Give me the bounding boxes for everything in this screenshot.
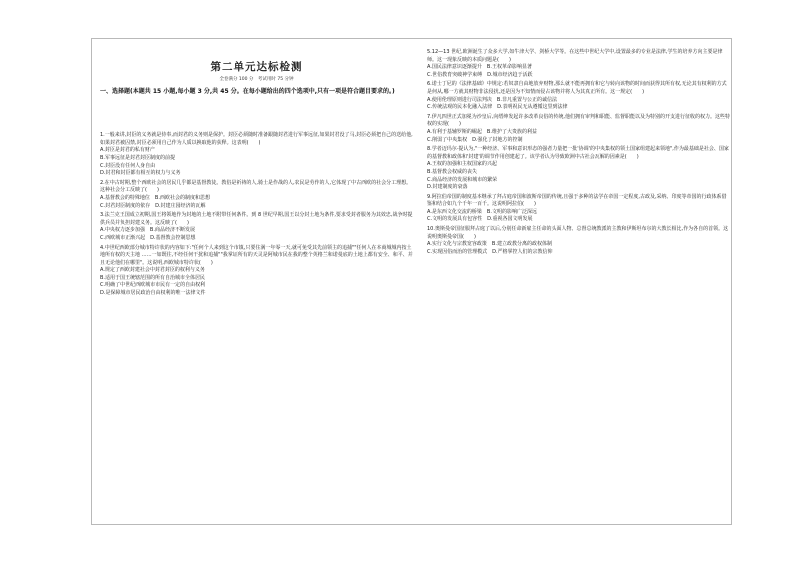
option-c[interactable]: C.封臣没有任何人身自由 — [100, 162, 156, 169]
question-3 — [100, 212, 413, 242]
question-text: 6.诺士丁尼的《法律基础》中规定:若奴隶自由地放弃财物,那么就不能再拥有和它与转向该物的时间而获得其所有权,无论其有权利的方式是何从,哪一方就其财物非法侵扰,还是因为不知情而侵占该物并将人为其真正所有。这一规定( ) — [427, 81, 727, 95]
question-4 — [100, 245, 413, 298]
question-text: 1.一般来讲,封臣的义务就是侍奉,而封君的义务则是保护。封臣必须随时准备跟随封君进行军事远征,如果封君没了马,封臣必须把自己的送给他,如果封君被囚禁,封臣必须用自己作为人质以换取他的获释。这表明( ) — [100, 132, 413, 146]
question-8 — [427, 146, 730, 192]
option-ab[interactable]: A.实行文化与宗教宽容政策 B.建立政教分离的政权体制 — [427, 241, 552, 248]
question-6 — [427, 81, 730, 111]
question-9 — [427, 194, 730, 224]
question-text: 2.在中古时期,整个西欧社会的居民几乎都是基督教徒。教俗是祈祷的人,骑士是作战的人,农民是劳作的人,它体现了中古西欧的社会分工理想。这种社会分工反映了( ) — [100, 179, 412, 194]
question-text: 8.学者迈玛尔·提认为,"一种经济、军事和意识形态的强者力量把一批'协调'的中央集权的领土国家组建起来领地",作为最基础是社会、国家的基督教和政体和'封建'的调节作用创建起了。该学者认为导致欧洲中古社会瓦解的因素是( ) — [427, 146, 729, 160]
question-5 — [427, 49, 730, 79]
option-ab[interactable]: A.使用伦理原则进行司法判决 B.非凡重置与公正的诚信法 — [427, 96, 557, 103]
option-cd[interactable]: C.实现因俗而治的管理模式 D.严格掌控人们的宗教信仰 — [427, 248, 553, 255]
right-column — [427, 47, 730, 256]
option-c[interactable]: C.明确了中世纪西欧城市市民有一定的自由权利 — [100, 282, 206, 289]
question-2 — [100, 180, 413, 210]
option-ab[interactable]: A.有利于基辅罗斯的崛起 B.维护了大贵族的利益 — [427, 128, 537, 135]
question-10 — [427, 226, 730, 256]
exam-title: 第二单元达标检测 — [210, 61, 303, 73]
option-c[interactable]: C.商品经济的发展和城市的繁荣 — [427, 176, 498, 183]
question-text: 3.法兰克王国成立初期,国王将领地作为封地的土地不附带任何条件。到 8 世纪早期,国王以分封土地为条件,要求受封者服务为其效忠,战争时提供兵员并负担封建义务。这反映了( ) — [100, 212, 413, 226]
spacer — [100, 96, 413, 130]
section-heading: 一、选择题(本题共 15 小题,每小题 3 分,共 45 分。在每小题给出的四个选项中,只有一项是符合题目要求的。) — [100, 88, 395, 96]
option-cd[interactable]: C.传统法观的民本化融入法律 D.表明祝民无从遵循这里到法律 — [427, 104, 568, 111]
option-a[interactable]: A.王权的加强和主权国家的兴起 — [427, 161, 497, 168]
option-d[interactable]: D.是保障城市居民政治自由权利的唯一法律文件 — [100, 290, 206, 297]
option-b[interactable]: B.军事远征是封君封臣制度的前提 — [100, 154, 176, 161]
option-b[interactable]: B.基督教会权威的丧失 — [427, 168, 478, 175]
option-ab[interactable]: A.基督教会的特殊地位 B.西欧社会的制度和思想 — [100, 194, 210, 201]
option-cd[interactable]: C.文明的发展具有包容性 D.重视各国文明发展 — [427, 216, 533, 223]
option-cd[interactable]: C.封君封臣制度的依存 D.封建庄园经济的瓦解 — [100, 202, 206, 209]
option-cd[interactable]: C.世俗教育突破神学束缚 D.城市经济趋于活跃 — [427, 71, 533, 78]
question-1 — [100, 132, 413, 178]
option-b[interactable]: B.适用于国王统辖范围的所有自治城市全体居民 — [100, 274, 206, 281]
question-7 — [427, 114, 730, 144]
question-text: 10.奥斯曼帝国征服拜占庭了以后,分别任命新雇主任命的头面人物、总督总统教派的主教和伊斯坦布尔的大教长相比,作为各自的首领。这说明奥斯曼帝国( ) — [427, 226, 729, 240]
option-d[interactable]: D.封建制度的衰落 — [427, 184, 468, 191]
option-a[interactable]: A.封臣是封君的私有财产 — [100, 147, 155, 154]
question-text: 5.12—13 世纪,欧洲诞生了众多大学,如牛津大学、剑桥大学等。在这些中世纪大学中,设置最多的专业是法律,学生的培养方向主要是律师。这一现象反映的本质问题是( ) — [427, 49, 723, 63]
question-text: 4.中世纪西欧部分城市特许状的内容如下:"任何个人来到这个市镇,只要住满一年零一天,就可免受其先前领主的追捕""任何人在本商城城内按土地所有权的天主地 ……一如既往,不经任何干扰和追捕""我掌证所有的天灵是阿城市民在我的整个英格兰和诺曼底的土地上都有安全、和平、并且无论他们在哪里"。这说明,西欧城市特许状( ) — [100, 244, 413, 266]
exam-subtitle: 全卷满分 100 分 考试用时 75 分钟 — [219, 76, 294, 82]
option-cd[interactable]: C.削弱了中央集权 D.强化了封地方的控制 — [427, 136, 523, 143]
option-ab[interactable]: A.中央权力逐步加强 B.商品经济不断发展 — [100, 227, 195, 234]
option-d[interactable]: D.封君和封臣都有相互的权力与义务 — [100, 170, 181, 177]
left-column — [100, 52, 413, 298]
option-ab[interactable]: A.是东西文化交流的桥梁 B.文明的影响广泛深远 — [427, 208, 537, 215]
question-text: 7.伊凡四世正式加冕为沙皇后,向缙绅发起许多改革良俗的传统,他们拥有审判和职能、监督职能以及为特别的开支进行征收的权力。这些特权的实现( ) — [427, 113, 730, 128]
option-cd[interactable]: C.西欧城市正渐兴起 D.基督教会控制思想 — [100, 234, 196, 241]
option-a[interactable]: A.规定了西欧封建社会中封君封臣的权利与义务 — [100, 267, 205, 274]
option-ab[interactable]: A.国民法律意识逐渐提升 B.王权革命影响显著 — [427, 64, 532, 71]
question-text: 9.阿拉伯帝国的制度基本继承了拜占庭帝国和波斯帝国的传统,且强于多种的法学在帝国一定程度,古政及,采纳、印度等帝国的行政体系借鉴和结合如九个千年一百千。这说明阿拉伯( ) — [427, 193, 727, 208]
